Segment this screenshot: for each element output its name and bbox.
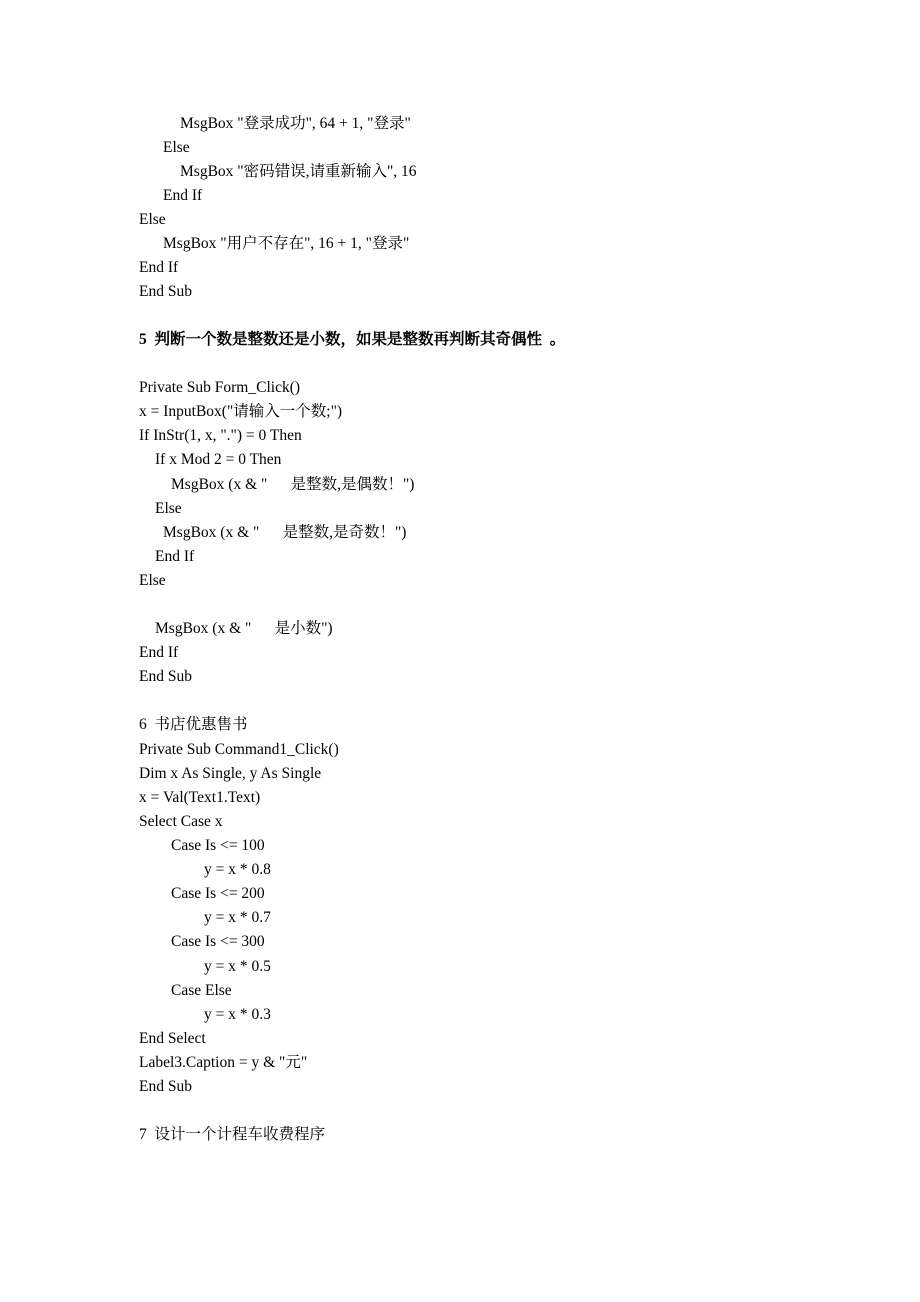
code-line: MsgBox (x & " 是小数") [155,620,333,637]
code-line: End If [139,259,179,276]
code-line: Else [155,500,182,517]
section-6-heading: 6 书店优惠售书 [139,716,248,733]
code-line: y = x * 0.3 [204,1006,271,1023]
code-line: Private Sub Form_Click() [139,379,301,396]
code-line: End If [155,548,195,565]
code-line: End If [163,187,203,204]
code-line: MsgBox (x & " 是整数,是偶数！") [171,476,415,493]
code-line: x = InputBox("请输入一个数;") [139,403,343,420]
code-line: MsgBox "密码错误,请重新输入", 16 [180,163,417,180]
code-line: End Sub [139,283,192,300]
code-line: x = Val(Text1.Text) [139,789,261,806]
code-line: Dim x As Single, y As Single [139,765,322,782]
code-line: End Sub [139,1078,192,1095]
code-line: MsgBox "用户不存在", 16 + 1, "登录" [163,235,410,252]
section-5-heading: 5 判断一个数是整数还是小数，如果是整数再判断其奇偶性 。 [139,331,566,348]
code-line: Case Else [171,982,232,999]
code-line: Private Sub Command1_Click() [139,741,339,758]
code-line: If InStr(1, x, ".") = 0 Then [139,427,302,444]
code-line: If x Mod 2 = 0 Then [155,451,282,468]
code-line: End Select [139,1030,206,1047]
code-line: MsgBox (x & " 是整数,是奇数！") [163,524,407,541]
code-line: Case Is <= 300 [171,933,265,950]
code-line: End Sub [139,668,192,685]
code-line: Label3.Caption = y & "元" [139,1054,308,1071]
code-line: Else [139,572,166,589]
code-line: y = x * 0.8 [204,861,271,878]
code-line: Case Is <= 200 [171,885,265,902]
section-7-heading: 7 设计一个计程车收费程序 [139,1126,326,1143]
code-line: Else [139,211,166,228]
code-line: y = x * 0.5 [204,958,271,975]
code-line: Select Case x [139,813,223,830]
code-line: MsgBox "登录成功", 64 + 1, "登录" [180,115,411,132]
code-line: End If [139,644,179,661]
code-line: Case Is <= 100 [171,837,265,854]
code-line: Else [163,139,190,156]
code-line: y = x * 0.7 [204,909,271,926]
